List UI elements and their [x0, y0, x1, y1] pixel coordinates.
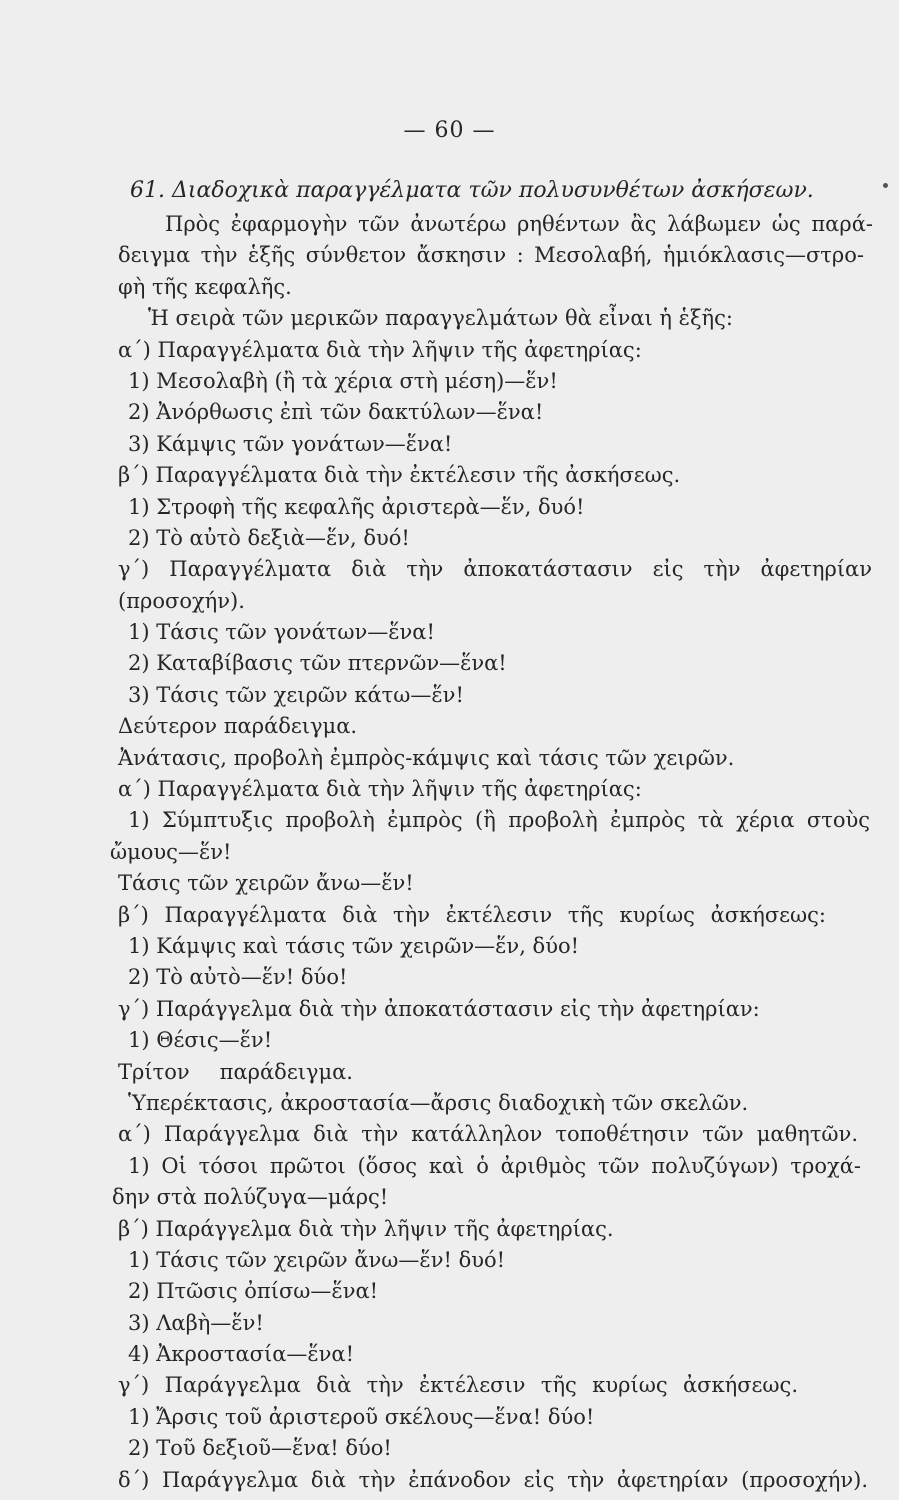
text-line: 2) Ἀνόρθωσις ἐπὶ τῶν δακτύλων—ἕνα!	[128, 400, 544, 425]
text-line: α΄) Παράγγελμα διὰ τὴν κατάλληλον τοποθέτησιν τῶν μαθητῶν.	[118, 1122, 858, 1147]
text-line: 2) Τὸ αὐτὸ δεξιὰ—ἕν, δυό!	[128, 525, 410, 550]
text-line: δην στὰ πολύζυγα—μάρς!	[112, 1185, 389, 1210]
text-line: β΄) Παραγγέλματα διὰ τὴν ἐκτέλεσιν τῆς κυρίως ἀσκήσεως:	[118, 902, 826, 927]
text-line: φὴ τῆς κεφαλῆς.	[118, 274, 292, 299]
text-line: 1) Στροφὴ τῆς κεφαλῆς ἀριστερὰ—ἕν, δυό!	[128, 494, 585, 519]
text-line: 2) Τοῦ δεξιοῦ—ἕνα! δύο!	[128, 1436, 392, 1461]
text-line: Ἡ σειρὰ τῶν μερικῶν παραγγελμάτων θὰ εἶναι ἡ ἑξῆς:	[148, 306, 733, 331]
text-line: 3) Λαβὴ—ἕν!	[128, 1310, 264, 1335]
text-line: ὤμους—ἕν!	[110, 839, 232, 864]
text-line: 1) Κάμψις καὶ τάσις τῶν χειρῶν—ἕν, δύο!	[128, 933, 580, 958]
text-line: Πρὸς ἐφαρμογὴν τῶν ἀνωτέρω ρηθέντων ἂς λάβωμεν ὡς παρά-	[165, 212, 873, 236]
text-line: 1) Ἄρσις τοῦ ἀριστεροῦ σκέλους—ἕνα! δύο!	[128, 1404, 595, 1429]
text-line: 2) Πτῶσις ὀπίσω—ἕνα!	[128, 1279, 379, 1304]
text-line: 4) Ἀκροστασία—ἕνα!	[128, 1342, 355, 1367]
text-line: γ΄) Παραγγέλματα διὰ τὴν ἀποκατάστασιν εἰς τὴν ἀφετηρίαν	[118, 557, 872, 582]
text-line: 1) Οἱ τόσοι πρῶτοι (ὅσος καὶ ὁ ἀριθμὸς τῶν πολυζύγων) τροχά-	[128, 1153, 861, 1178]
text-line: Τρίτον παράδειγμα.	[118, 1059, 353, 1084]
text-line: 1) Τάσις τῶν γονάτων—ἕνα!	[128, 620, 435, 645]
text-line: β΄) Παράγγελμα διὰ τὴν λῆψιν τῆς ἀφετηρίας.	[118, 1216, 614, 1241]
text-line: 1) Μεσολαβὴ (ἢ τὰ χέρια στὴ μέση)—ἕν!	[128, 368, 558, 393]
text-line: α΄) Παραγγέλματα διὰ τὴν λῆψιν τῆς ἀφετηρίας:	[118, 337, 642, 362]
text-line: γ΄) Παράγγελμα διὰ τὴν ἀποκατάστασιν εἰς τὴν ἀφετηρίαν:	[118, 996, 760, 1021]
text-line: β΄) Παραγγέλματα διὰ τὴν ἐκτέλεσιν τῆς ἀσκήσεως.	[118, 463, 681, 488]
text-line: Ὑπερέκτασις, ἀκροστασία—ἄρσις διαδοχικὴ τῶν σκελῶν.	[128, 1090, 749, 1115]
text-line: Δεύτερον παράδειγμα.	[118, 714, 358, 739]
text-line: 1) Σύμπτυξις προβολὴ ἐμπρὸς (ἢ προβολὴ ἐμπρὸς τὰ χέρια στοὺς	[128, 808, 870, 833]
text-line: (προσοχήν).	[118, 588, 245, 613]
text-line: 1) Θέσις—ἕν!	[128, 1028, 273, 1053]
text-line: Ἀνάτασις, προβολὴ ἐμπρὸς-κάμψις καὶ τάσις τῶν χειρῶν.	[118, 745, 735, 770]
section-heading: 61. Διαδοχικὰ παραγγέλματα τῶν πολυσυνθέτων ἀσκήσεων.	[130, 178, 814, 203]
text-line: 2) Καταβίβασις τῶν πτερνῶν—ἕνα!	[128, 651, 507, 676]
text-line: γ΄) Παράγγελμα διὰ τὴν ἐκτέλεσιν τῆς κυρίως ἀσκήσεως.	[118, 1373, 798, 1398]
text-line: α΄) Παραγγέλματα διὰ τὴν λῆψιν τῆς ἀφετηρίας:	[118, 777, 642, 802]
text-line: 1) Τάσις τῶν χειρῶν ἄνω—ἕν! δυό!	[128, 1247, 506, 1272]
text-line: δ΄) Παράγγελμα διὰ τὴν ἐπάνοδον εἰς τὴν ἀφετηρίαν (προσοχήν).	[118, 1467, 868, 1492]
text-line: Τάσις τῶν χειρῶν ἄνω—ἕν!	[118, 871, 414, 896]
text-line: 3) Τάσις τῶν χειρῶν κάτω—ἕν!	[128, 682, 464, 707]
page-number: — 60 —	[403, 118, 496, 143]
text-line: 2) Τὸ αὐτὸ—ἕν! δύο!	[128, 965, 348, 990]
text-line: 3) Κάμψις τῶν γονάτων—ἕνα!	[128, 431, 453, 456]
body-text	[0, 209, 899, 1496]
ink-speck-mark	[883, 183, 888, 188]
text-line: δειγμα τὴν ἑξῆς σύνθετον ἄσκησιν : Μεσολαβή, ἡμιόκλασις—στρο-	[118, 243, 864, 268]
